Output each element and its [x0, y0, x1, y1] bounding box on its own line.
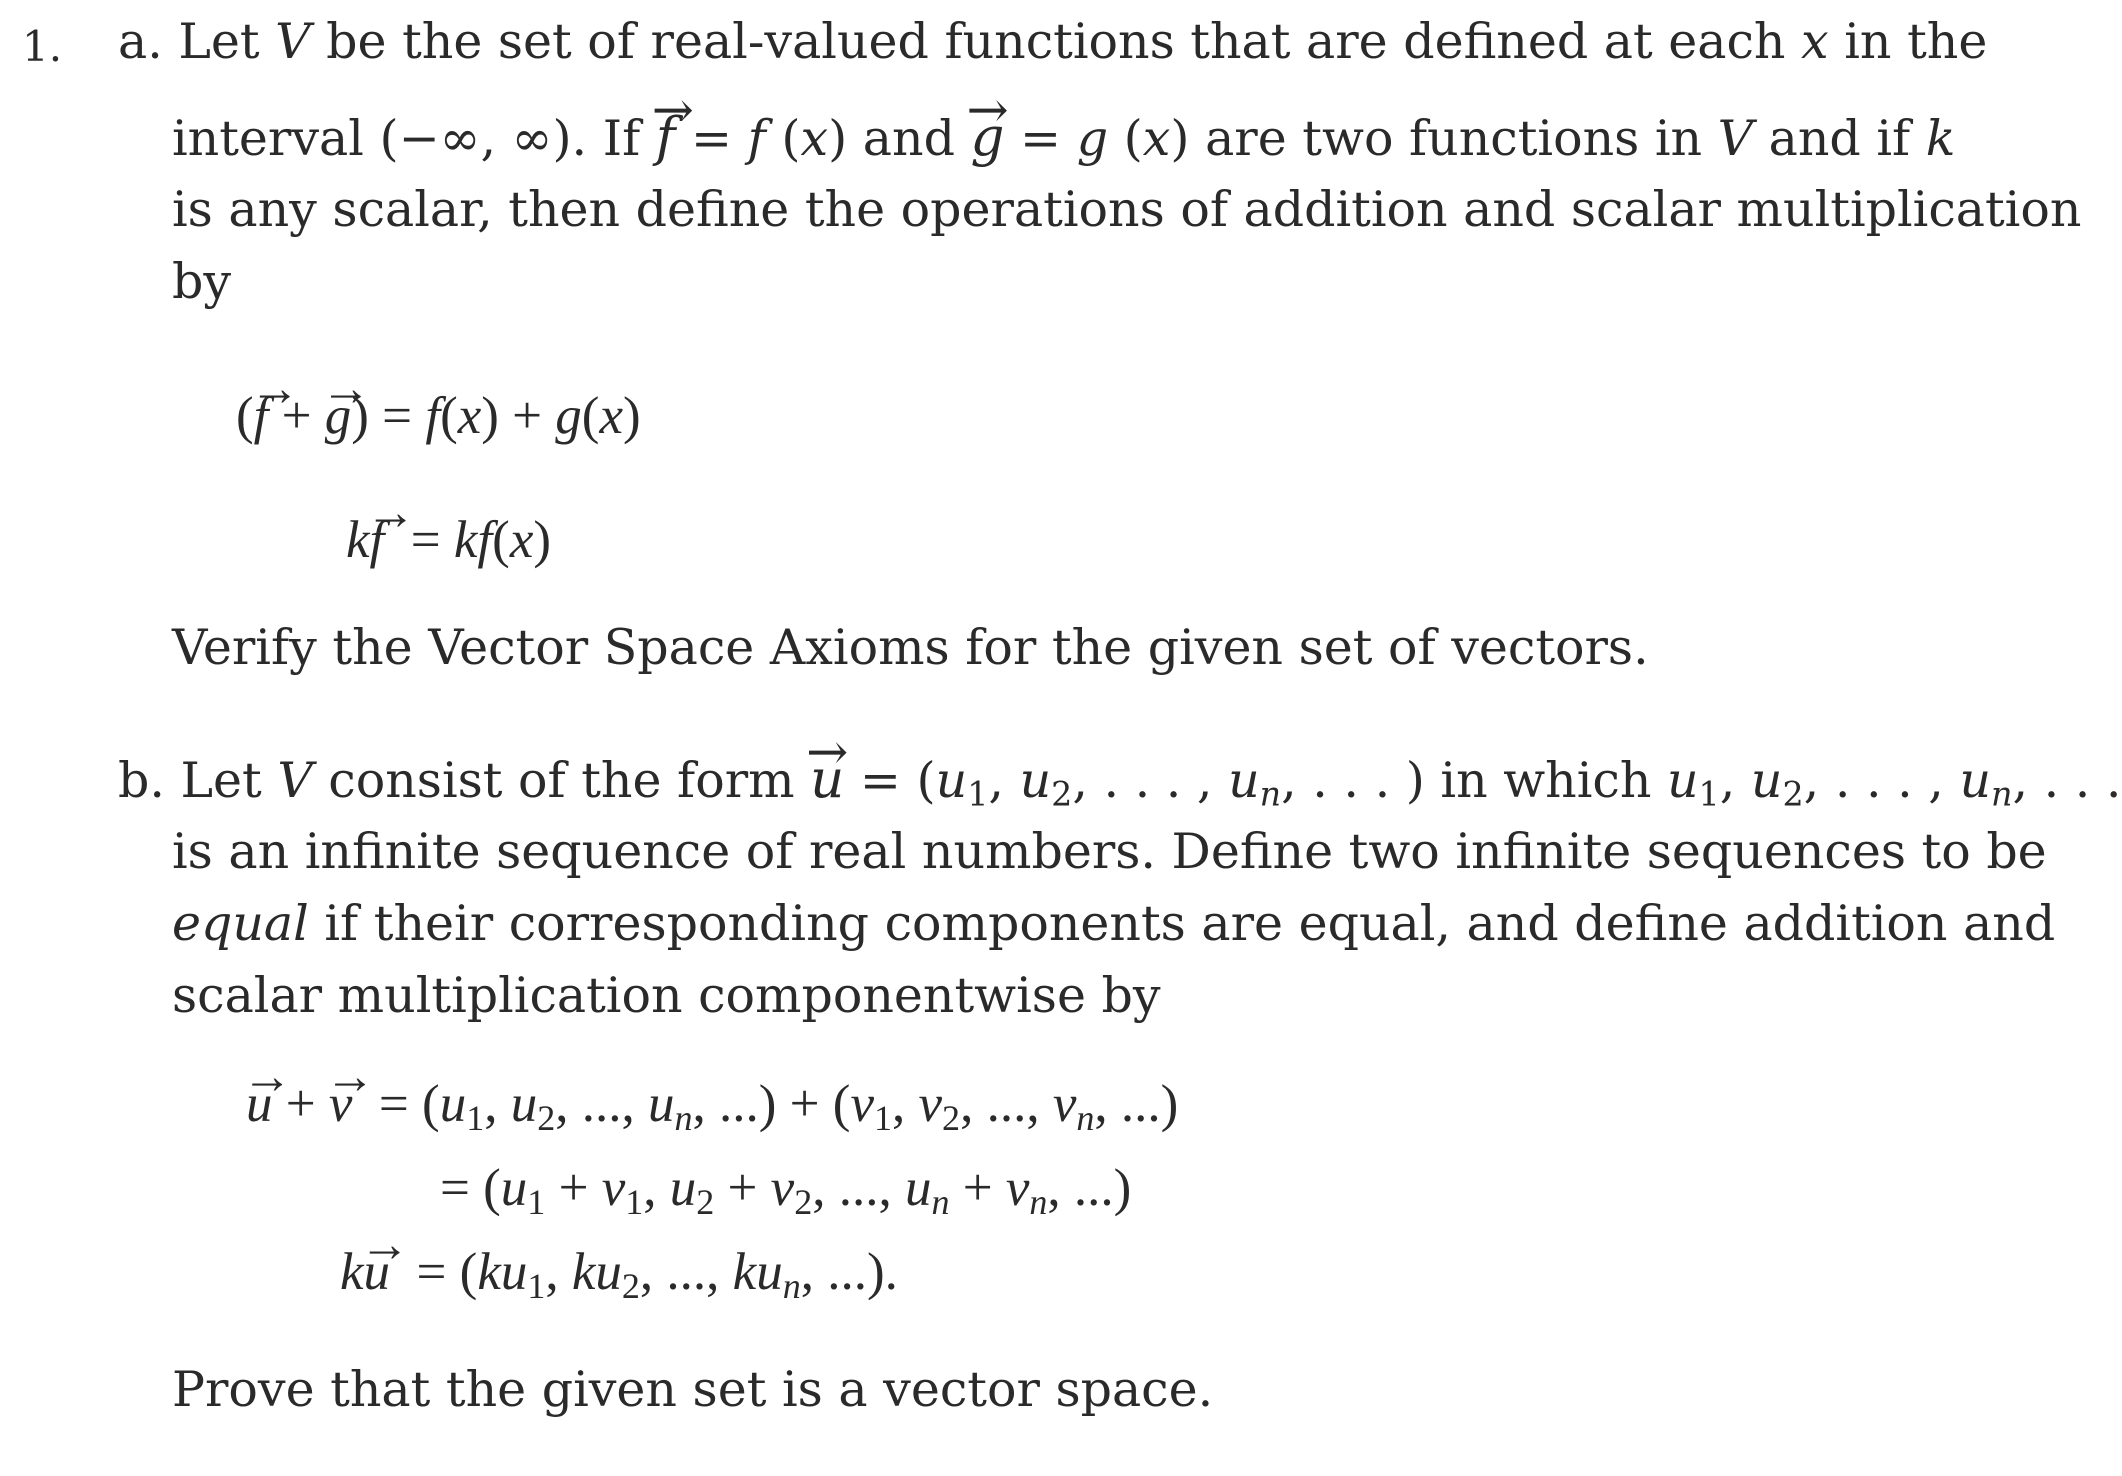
part-a-line-3: is any scalar, then define the operations of addition and scalar multiplication: [172, 181, 2082, 238]
part-a-line-4: by: [172, 253, 232, 310]
part-a-line-1: a. Let V be the set of real-valued functions that are defined at each x in the: [118, 13, 1988, 70]
part-b-line-3: equal if their corresponding components are equal, and define addition and: [172, 895, 2056, 952]
part-b-line-1: b. Let V consist of the form → $u = (u_1$, $u_2$, . . . , $u_n$, . . . ) in which $u_1$, $u_2$, . . . , $u_n$, . . .: [118, 750, 2122, 811]
part-a-instruction: Verify the Vector Space Axioms for the given set of vectors.: [172, 619, 1649, 676]
problem-number: 1.: [22, 22, 63, 71]
part-a-equation-scalar: k→ f = kf(x): [346, 508, 551, 572]
part-a-equation-addition: (→ f + → g) = f(x) + g(x): [236, 384, 641, 448]
part-b-equation-addition: → u + → $v = (u_1$, $u_2$, ..., $u_n$, ...) + ($v_1$, $v_2$, ..., $v_n$, ...): [246, 1072, 1178, 1136]
part-b-equation-scalar: $k\to u = (ku_1$, $ku_2$, ..., $ku_n$, ...).: [340, 1240, 898, 1304]
part-b-equation-addition-result: = ($u_1 + v_1$, $u_2 + v_2$, ..., $u_n + v_n$, ...): [440, 1159, 1132, 1222]
part-a-line-2: interval (−∞, ∞). If → f = f (x) and → g = g (x) are two functions in V and if k: [172, 108, 1955, 169]
part-b-instruction: Prove that the given set is a vector space.: [172, 1361, 1214, 1418]
part-b-line-4: scalar multiplication componentwise by: [172, 967, 1161, 1024]
part-b-line-2: is an infinite sequence of real numbers. Define two infinite sequences to be: [172, 823, 2047, 880]
